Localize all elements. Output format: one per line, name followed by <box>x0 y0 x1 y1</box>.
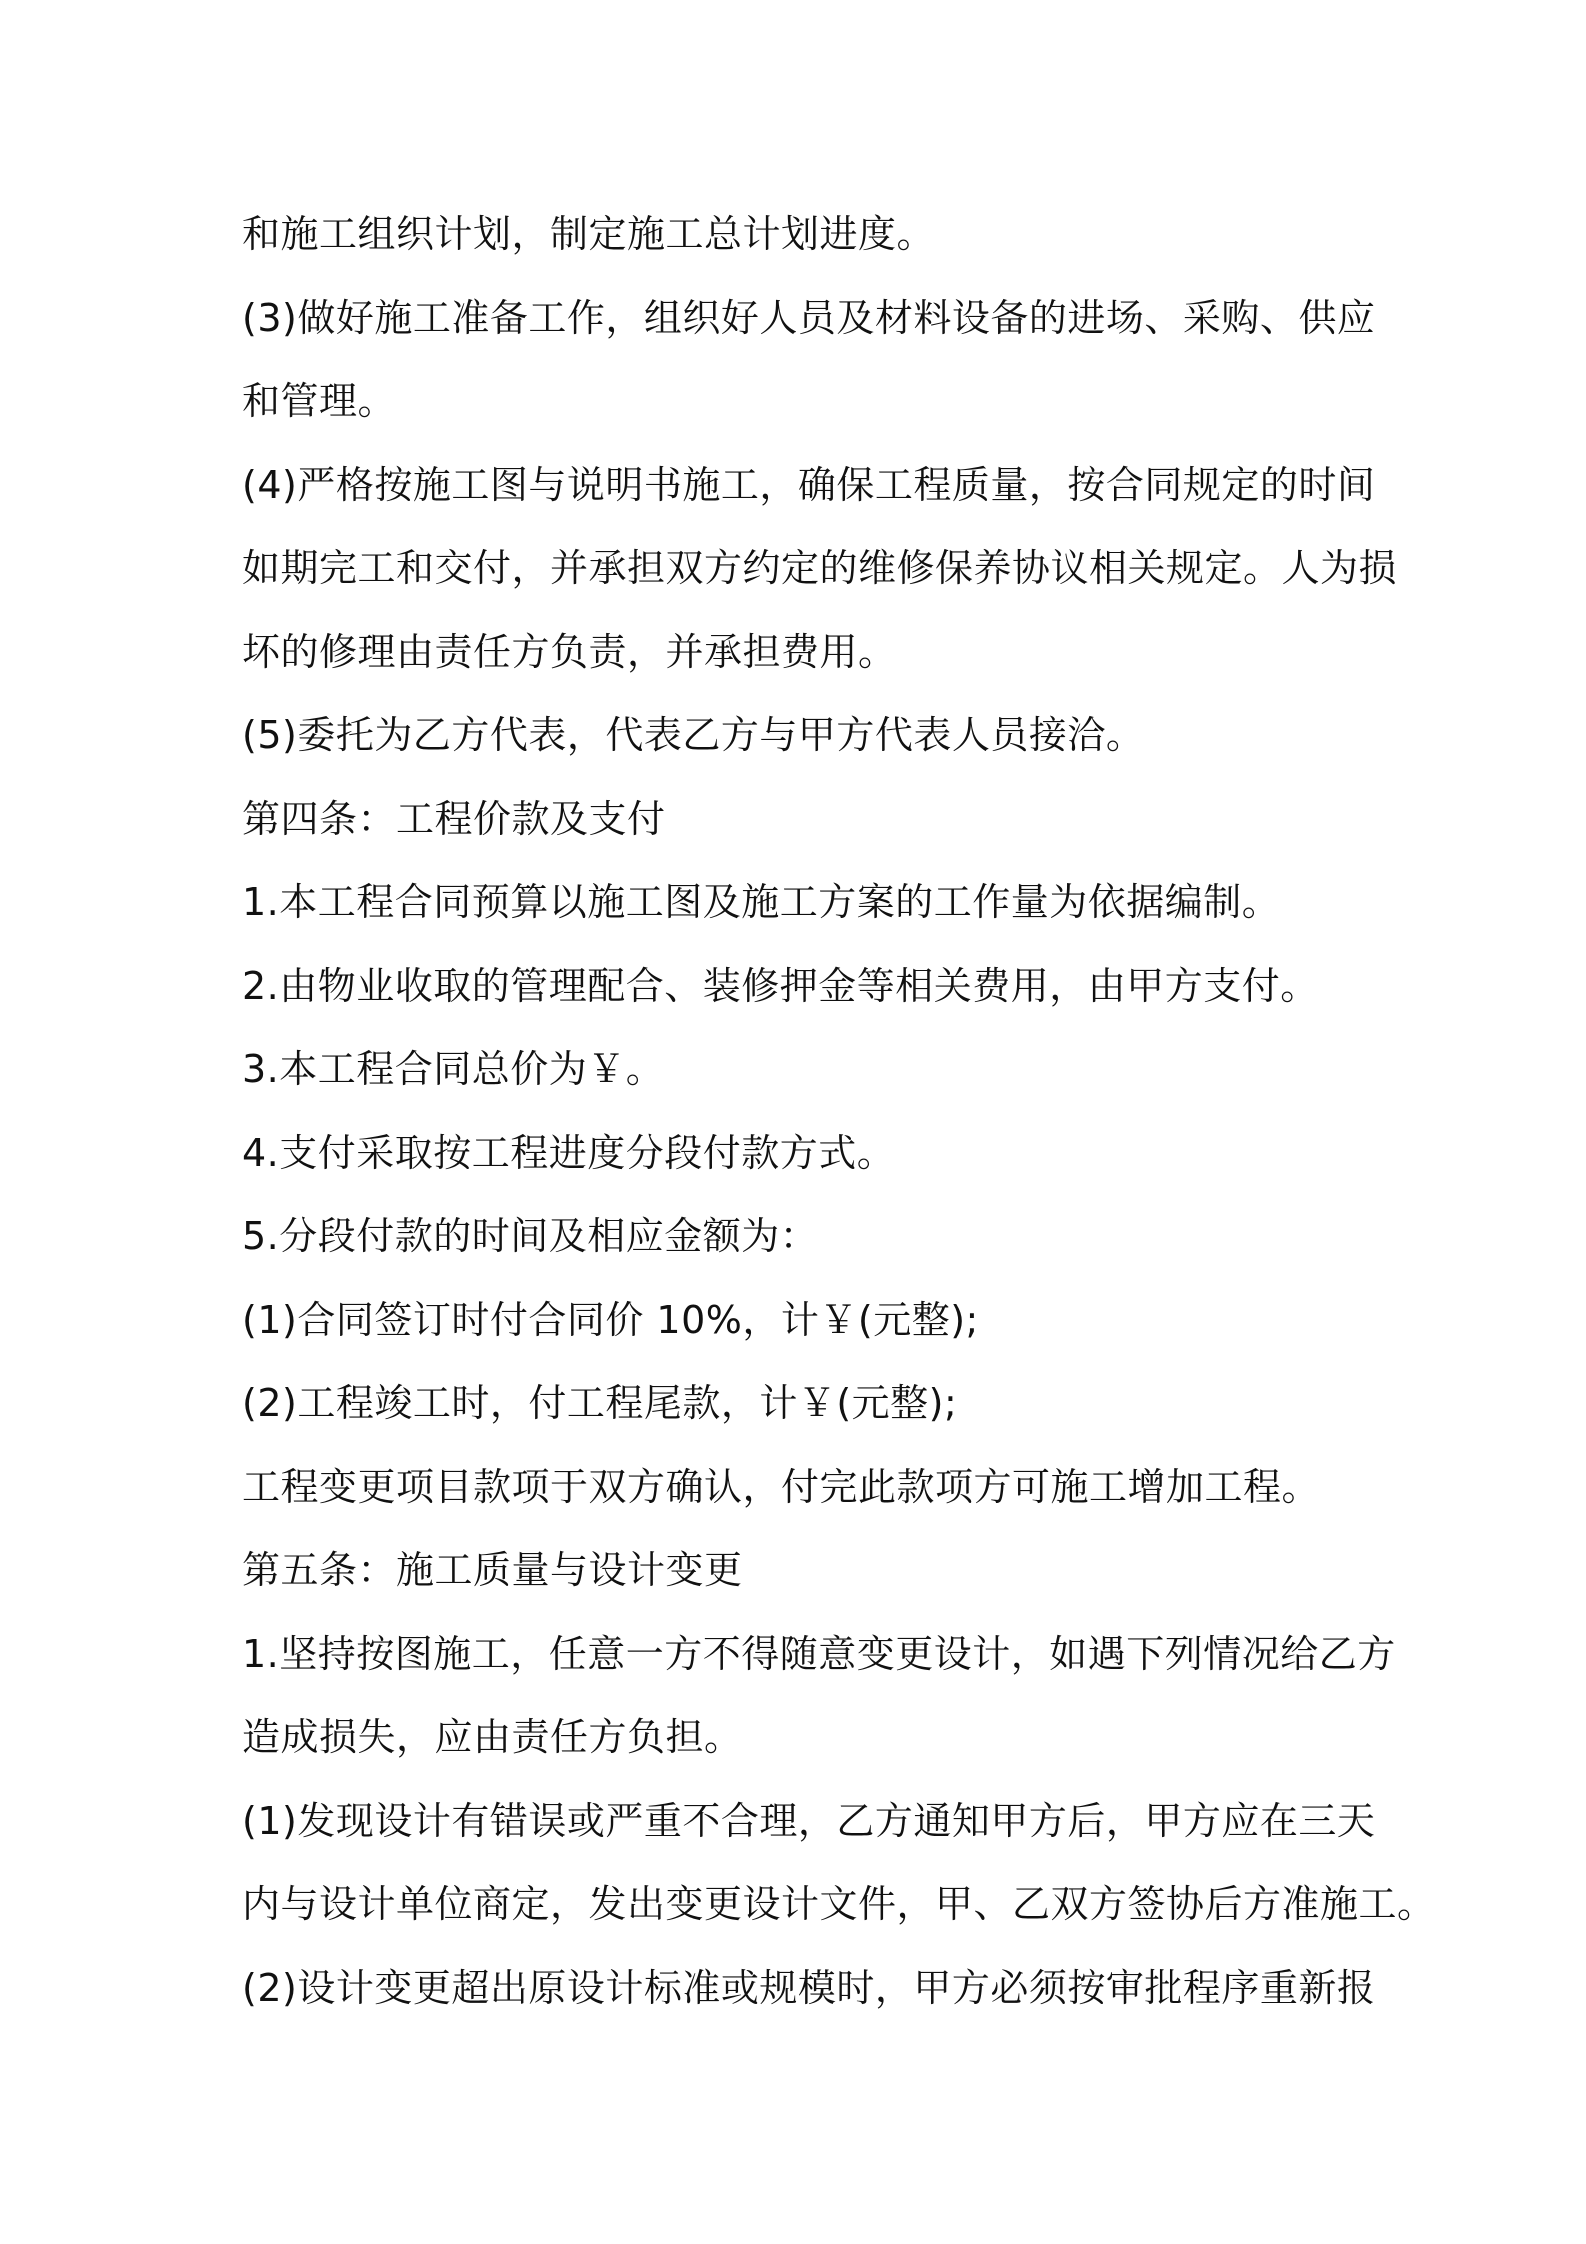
text-line: 1.本工程合同预算以施工图及施工方案的工作量为依据编制。 <box>242 880 1281 924</box>
text-line: 2.由物业收取的管理配合、装修押金等相关费用，由甲方支付。 <box>242 963 1319 1008</box>
text-line: 坏的修理由责任方负责，并承担费用。 <box>242 629 897 674</box>
text-line: 和施工组织计划，制定施工总计划进度。 <box>242 212 936 256</box>
section-heading: 第五条：施工质量与设计变更 <box>242 1548 743 1592</box>
text-line: 和管理。 <box>242 379 397 423</box>
text-line: (1)合同签订时付合同价 10%，计￥(元整); <box>242 1297 979 1342</box>
text-line: 内与设计单位商定，发出变更设计文件，甲、乙双方签协后方准施工。 <box>242 1882 1436 1926</box>
text-line: (1)发现设计有错误或严重不合理，乙方通知甲方后，甲方应在三天 <box>242 1798 1376 1843</box>
text-line: 5.分段付款的时间及相应金额为： <box>242 1214 819 1258</box>
text-line: (4)严格按施工图与说明书施工，确保工程质量，按合同规定的时间 <box>242 462 1376 507</box>
text-line: 工程变更项目款项于双方确认，付完此款项方可施工增加工程。 <box>242 1464 1321 1509</box>
document-body <box>242 193 1436 2030</box>
text-line: 4.支付采取按工程进度分段付款方式。 <box>242 1130 896 1175</box>
text-line: 如期完工和交付，并承担双方约定的维修保养协议相关规定。人为损 <box>242 546 1398 590</box>
section-heading: 第四条：工程价款及支付 <box>242 796 666 841</box>
text-line: 1.坚持按图施工，任意一方不得随意变更设计，如遇下列情况给乙方 <box>242 1631 1396 1676</box>
text-line: 3.本工程合同总价为￥。 <box>242 1047 665 1091</box>
text-line: (2)设计变更超出原设计标准或规模时，甲方必须按审批程序重新报 <box>242 1965 1376 2010</box>
text-line: (5)委托为乙方代表，代表乙方与甲方代表人员接洽。 <box>242 713 1145 757</box>
text-line: 造成损失，应由责任方负担。 <box>242 1715 743 1759</box>
text-line: (3)做好施工准备工作，组织好人员及材料设备的进场、采购、供应 <box>242 295 1376 340</box>
text-line: (2)工程竣工时，付工程尾款，计￥(元整); <box>242 1381 958 1425</box>
